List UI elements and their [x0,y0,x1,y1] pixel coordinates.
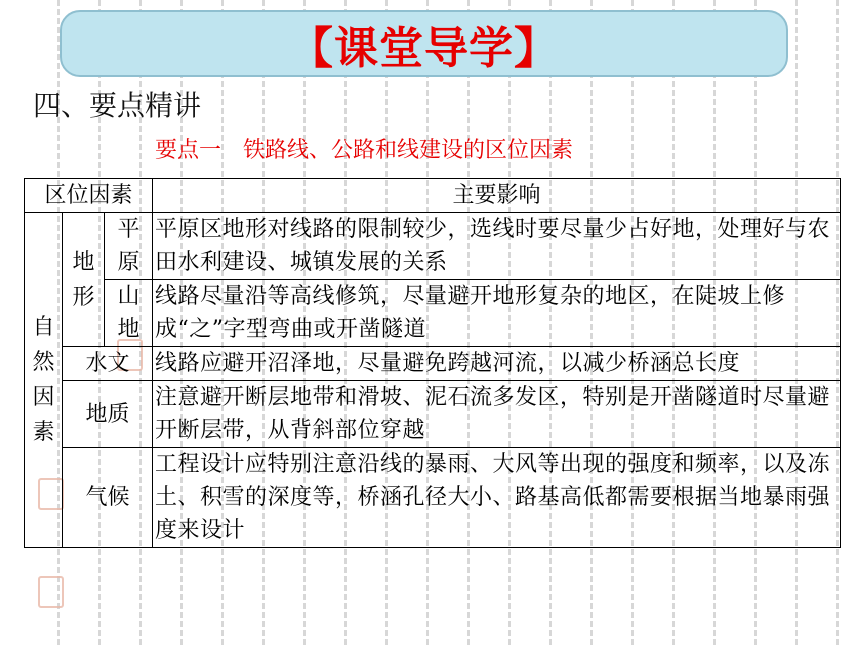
impact-plain: 平原区地形对线路的限制较少，选线时要尽量少占好地，处理好与农田水利建设、城镇发展的关系 [153,213,841,280]
table-row [25,381,841,448]
table-header-row [25,179,841,213]
factor-climate: 气候 [63,448,153,548]
terrain-label-text: 地形 [72,249,95,310]
table-row [25,347,841,381]
section-subheading: 要点一 铁路线、公路和线建设的区位因素 [155,138,574,163]
terrain-label [63,213,105,347]
impact-mountain: 线路尽量沿等高线修筑，尽量避开地形复杂的地区，在陡坡上修成“之”字型弯曲或开凿隧道 [153,280,841,347]
impact-climate: 工程设计应特别注意沿线的暴雨、大风等出现的强度和频率，以及冻土、积雪的深度等，桥涵孔径大小、路基高低都需要根据当地暴雨强度来设计 [153,448,841,548]
factors-table [24,178,841,548]
header-impact: 主要影响 [153,179,841,213]
factor-geology: 地质 [63,381,153,448]
factor-plain-text: 平原 [117,217,140,275]
factor-hydrology: 水文 [63,347,153,381]
section-heading: 四、要点精讲 [33,89,202,122]
factor-plain [105,213,153,280]
impact-geology: 注意避开断层地带和滑坡、泥石流多发区，特别是开凿隧道时尽量避开断层带，从背斜部位穿越 [153,381,841,448]
table-row [25,448,841,548]
seal-stamp [38,576,64,608]
table-row [25,280,841,347]
group-label-natural-factors [25,213,63,548]
impact-hydrology: 线路应避开沼泽地，尽量避免跨越河流，以减少桥涵总长度 [153,347,841,381]
header-factor: 区位因素 [25,179,153,213]
factor-mountain [105,280,153,347]
factor-mountain-text: 山地 [117,284,140,342]
table-row [25,213,841,280]
group-label-text: 自然因素 [32,315,55,445]
banner-title: 【课堂导学】 [289,22,559,74]
title-banner [60,10,788,77]
